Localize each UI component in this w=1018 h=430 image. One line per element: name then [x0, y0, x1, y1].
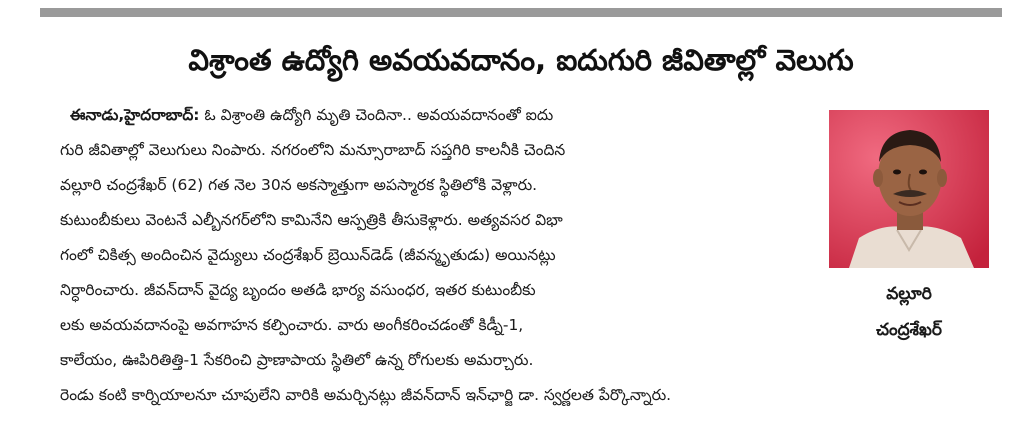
article-line-text: ఓ విశ్రాంతి ఉద్యోగి మృతి చెందినా.. అవయవదానంతో ఐదు	[199, 106, 554, 124]
portrait-illustration	[829, 110, 989, 268]
article-line: వల్లూరి చంద్రశేఖర్ (62) గత నెల 30న అకస్మాత్తుగా అపస్మారక స్థితిలోకి వెళ్లారు.	[60, 176, 538, 194]
article-line: నిర్ధారించారు. జీవన్‌దాన్ వైద్య బృందం అతడి భార్య వసుంధర, ఇతర కుటుంబీకు	[60, 281, 536, 299]
top-rule	[40, 8, 1002, 17]
article-line: కుటుంబీకులు వెంటనే ఎల్బీనగర్‌లోని కామినేని ఆస్పత్రికి తీసుకెళ్లారు. అత్యవసర విభా	[60, 211, 563, 229]
article-line	[60, 98, 820, 133]
byline: ఈనాడు,హైదరాబాద్:	[70, 106, 200, 124]
caption-line-first: వల్లూరి	[886, 284, 932, 304]
caption-line-second: చంద్రశేఖర్	[876, 320, 942, 340]
article-line: గురి జీవితాల్లో వెలుగులు నింపారు. నగరంలోని మన్సూరాబాద్ సప్తగిరి కాలనీకి చెందిన	[60, 141, 566, 159]
photo-caption	[829, 276, 989, 348]
article-line: కాలేయం, ఊపిరితిత్తి-1 సేకరించి ప్రాణాపాయ స్థితిలో ఉన్న రోగులకు అమర్చారు.	[60, 351, 534, 369]
article-line: గంలో చికిత్స అందించిన వైద్యులు చంద్రశేఖర్ బ్రెయిన్‌డెడ్ (జీవన్మృతుడు) అయినట్లు	[60, 246, 556, 264]
person-portrait-photo	[829, 110, 989, 268]
article-line: లకు అవయవదానంపై అవగాహన కల్పించారు. వారు అంగీకరించడంతో కిడ్నీ-1,	[60, 316, 524, 334]
headline: విశ్రాంత ఉద్యోగి అవయవదానం, ఐదుగురి జీవితాల్లో వెలుగు	[188, 43, 854, 77]
article-body	[60, 98, 820, 418]
article-line: రెండు కంటి కార్నియాలనూ చూపులేని వారికి అమర్చినట్లు జీవన్‌దాన్ ఇన్‌ఛార్జి డా. స్వర్ణలత పేర్కొన్నారు.	[60, 386, 672, 404]
